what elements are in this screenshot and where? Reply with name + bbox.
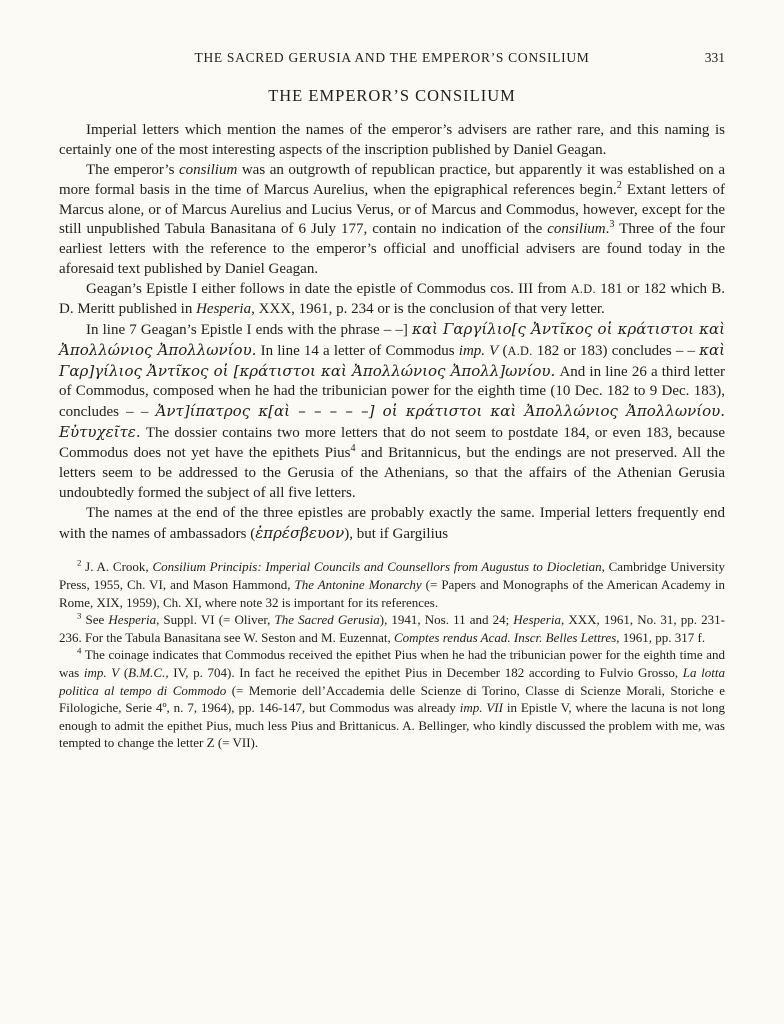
text-segment: B.M.C. <box>128 665 166 681</box>
text-segment: , 1961, pp. 317 f. <box>616 629 706 645</box>
text-segment: imp. V <box>83 665 120 681</box>
text-segment: , XXX, 1961, p. 234 or is the conclusion of that very letter. <box>251 300 605 317</box>
text-segment: ( <box>498 342 508 359</box>
text-segment: The coinage indicates that Commodus received the epithet Pius when he had the tribunician power for the eighth time and was <box>59 647 725 681</box>
text-segment: and Britannicus, but the endings are not preserved. All the letters seem to be addressed to the Gerusia of the Athenians, so that the affairs of the Athenian Gerusia undoubtedly formed the subject of all five letters. <box>59 445 725 501</box>
text-segment: imp. VII <box>459 700 503 716</box>
footnote-ref: 3 <box>77 610 82 621</box>
footnote-ref: 4 <box>77 646 82 657</box>
text-segment: The Sacred Gerusia <box>274 612 380 628</box>
text-segment: The dossier contains two more letters that do not seem to postdate 184, or even 183, because Commodus does not yet have the epithets Pius <box>59 425 725 461</box>
text-segment: (= Papers and Monographs of the American Academy in Rome, XIX, 1959), Ch. XI, where note 32 is important for its references. <box>59 576 725 610</box>
footnote <box>59 558 725 611</box>
text-segment: Imperial letters which mention the names of the emperor’s advisers are rather rare, and this naming is certainly one of the most interesting aspects of the inscription published by Daniel Geagan. <box>59 122 725 158</box>
footnotes-list <box>59 558 725 752</box>
running-header <box>59 50 725 66</box>
article-title: THE EMPEROR’S CONSILIUM <box>268 86 516 105</box>
body-paragraphs <box>59 121 725 544</box>
footnote-ref: 2 <box>616 179 622 191</box>
text-segment: 181 or 182 which B. D. Meritt published in <box>59 281 725 317</box>
text-segment: (= Memorie dell’Accademia delle Scienze di Torino, Classe di Scienze Morali, Storiche e Filologiche, Serie 4º, n. 7, 1964), pp. 146-147, but Commodus was already <box>59 682 725 716</box>
text-segment: Geagan’s Epistle I either follows in date the epistle of Commodus cos. III from <box>86 281 571 297</box>
text-segment: . <box>605 221 610 238</box>
footnote-ref: 3 <box>609 219 615 231</box>
paragraph <box>59 320 725 504</box>
text-segment: Extant letters of Marcus alone, or of Marcus Aurelius and Lucius Verus, or of Marcus and Commodus, however, except for the still unpublished Tabula Banasitana of 6 July 177, contain no indication of the <box>59 181 725 238</box>
text-segment: , XXX, 1961, No. 31, pp. 231-236. For the Tabula Banasitana see W. Seston and M. Euzennat, <box>59 612 725 645</box>
paragraph <box>59 504 725 545</box>
text-segment: καὶ Γαργίλιο[ς Ἀντῖκος οἱ κράτιστοι καὶ Ἀπολλώνιος Ἀπολλωνίου. <box>59 319 725 359</box>
page-number: 331 <box>704 50 725 65</box>
text-segment: The emperor’s <box>86 161 179 178</box>
text-segment: Hesperia <box>513 612 561 628</box>
text-segment: In line 7 Geagan’s Epistle I ends with the phrase – –] <box>86 321 413 338</box>
text-segment: J. A. Crook, <box>81 559 153 575</box>
text-segment: 182 or 183) concludes – – <box>532 342 700 359</box>
text-segment: The names at the end of the three epistles are probably exactly the same. Imperial letters frequently end with the names of ambassadors ( <box>59 504 725 542</box>
text-segment: Consilium Principis: Imperial Councils and Counsellors from Augustus to Diocletian <box>152 559 602 575</box>
paragraph <box>59 161 725 280</box>
text-segment: A.D. <box>507 343 533 358</box>
text-segment: Hesperia <box>196 300 252 317</box>
running-header-title: THE SACRED GERUSIA AND THE EMPEROR’S CONSILIUM <box>194 50 590 65</box>
footnote <box>59 611 725 646</box>
text-segment: imp. V <box>458 342 499 359</box>
text-segment: was an outgrowth of republican practice, but apparently it was established on a more formal basis in the time of Marcus Aurelius, when the epigraphical references begin. <box>59 161 725 198</box>
text-segment: Comptes rendus Acad. Inscr. Belles Lettres <box>393 629 617 645</box>
footnote-ref: 2 <box>77 558 82 569</box>
text-segment: , IV, p. 704). In fact he received the epithet Pius in December 182 according to Fulvio Grosso, <box>165 665 683 681</box>
text-segment: La lotta politica al tempo di Commodo <box>59 665 725 698</box>
footnote-ref: 4 <box>350 443 356 454</box>
text-segment: Ἀντ]ίπατρος κ[αὶ – – – – –] οἱ κράτιστοι καὶ Ἀπολλώνιος Ἀπολλωνίου. Εὐτυχεῖτε. <box>59 402 725 442</box>
text-segment: And in line 26 a third letter of Commodus, composed when he had the tribunician power for the eighth time (10 Dec. 182 to 9 Dec. 183), concludes – – <box>59 363 725 421</box>
paragraph <box>59 121 725 161</box>
text-segment: ), 1941, Nos. 11 and 24; <box>379 612 514 628</box>
footnote <box>59 646 725 752</box>
text-segment: καὶ Γαρ]γίλιος Ἀντῖκος οἱ [κράτιστοι καὶ Ἀπολλώνιος Ἀπολλ]ωνίου. <box>59 340 725 380</box>
text-segment: , Cambridge University Press, 1955, Ch. VI, and Mason Hammond, <box>59 559 725 592</box>
text-segment: In line 14 a letter of Commodus <box>256 342 459 359</box>
text-segment: Three of the four earliest letters with the reference to the emperor’s official and unofficial advisers are found today in the aforesaid text published by Daniel Geagan. <box>59 221 725 278</box>
text-segment: ἐπρέσβευον <box>255 523 345 542</box>
paragraph <box>59 280 725 320</box>
text-segment: ( <box>119 665 129 681</box>
text-segment: ), but if Gargilius <box>344 525 449 542</box>
text-segment: consilium <box>178 161 238 178</box>
text-segment: A.D. <box>570 282 596 296</box>
text-segment: The Antonine Monarchy <box>294 576 422 592</box>
text-segment: consilium <box>547 221 606 238</box>
text-segment: , Suppl. VI (= Oliver, <box>156 612 275 628</box>
text-segment: in Epistle V, where the lacuna is not long enough to admit the epithet Pius, much less Pius and Brittanicus. A. Bellinger, who kindly discussed the problem with me, was tempted to change the letter Z (= VII). <box>59 700 725 751</box>
text-segment: Hesperia <box>108 612 157 628</box>
text-segment: See <box>81 612 109 628</box>
